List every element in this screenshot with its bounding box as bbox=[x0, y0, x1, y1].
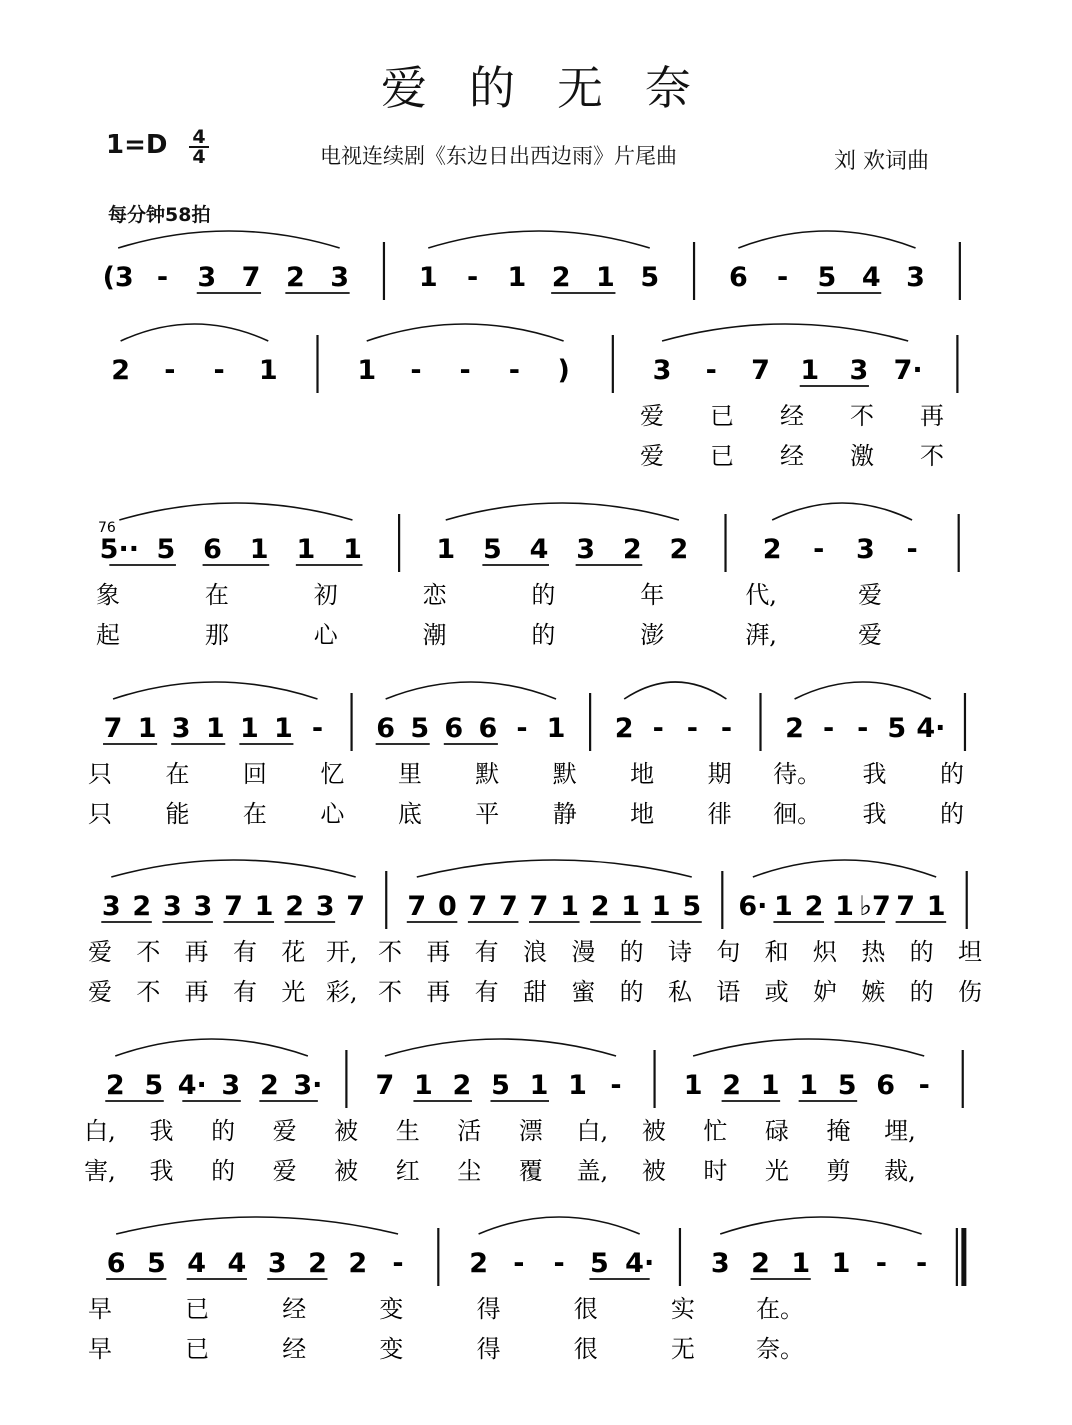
note: 1 bbox=[760, 1070, 780, 1101]
note: 1 bbox=[249, 534, 269, 565]
lyric-syllable: 害, bbox=[84, 1157, 116, 1185]
note: 5 bbox=[837, 1070, 857, 1101]
slur bbox=[662, 324, 908, 341]
lyric-syllable: 很 bbox=[573, 1295, 598, 1323]
lyric-syllable: 徘 bbox=[707, 800, 732, 828]
lyric-syllable: 不 bbox=[920, 442, 944, 470]
note: 2 bbox=[469, 1248, 488, 1279]
lyric-syllable: 的 bbox=[909, 978, 934, 1006]
lyric-syllable: 漫 bbox=[571, 938, 596, 966]
lyric-syllable: 激 bbox=[850, 442, 874, 470]
dash-extension: - bbox=[906, 534, 918, 565]
note: 1 bbox=[414, 1070, 433, 1101]
note: 6 bbox=[876, 1070, 896, 1101]
note: 1 bbox=[926, 891, 946, 922]
note: 7 bbox=[224, 891, 243, 922]
note: 6 bbox=[106, 1248, 126, 1279]
note: 3 bbox=[101, 891, 121, 922]
dash-extension: - bbox=[813, 534, 825, 565]
lyric-syllable: 尘 bbox=[457, 1157, 482, 1185]
note: 4 bbox=[187, 1248, 207, 1279]
lyric-syllable: 潮 bbox=[422, 621, 447, 649]
lyric-syllable: 碌 bbox=[764, 1117, 789, 1145]
song-title: 爱的无奈 bbox=[381, 61, 733, 115]
note: 1 bbox=[418, 262, 438, 293]
slur bbox=[795, 682, 931, 699]
note: 3 bbox=[315, 891, 335, 922]
lyric-syllable: 有 bbox=[474, 938, 499, 966]
note: 1 bbox=[274, 713, 293, 744]
note: 5 bbox=[491, 1070, 510, 1101]
slur bbox=[479, 1217, 640, 1234]
lyric-syllable: 已 bbox=[185, 1335, 210, 1363]
lyric-syllable: 爱 bbox=[640, 442, 664, 470]
lyric-syllable: 默 bbox=[475, 760, 500, 788]
note: 2 bbox=[132, 891, 152, 922]
note: 7 bbox=[499, 891, 518, 922]
lyric-syllable: 默 bbox=[552, 760, 577, 788]
lyric-syllable: 变 bbox=[379, 1295, 404, 1323]
slur bbox=[417, 860, 692, 877]
lyric-syllable: 我 bbox=[149, 1117, 174, 1145]
lyric-syllable: 有 bbox=[474, 978, 499, 1006]
note: 1 bbox=[239, 713, 259, 744]
note: 1 bbox=[137, 713, 157, 744]
lyric-syllable: 回 bbox=[242, 760, 267, 788]
lyric-syllable: 心 bbox=[320, 800, 345, 828]
note: 6 bbox=[203, 534, 222, 565]
lyric-syllable: 有 bbox=[233, 938, 257, 966]
note: 1 bbox=[258, 355, 278, 386]
composer-credit: 刘 欢词曲 bbox=[834, 149, 929, 174]
lyric-syllable: 的 bbox=[940, 800, 964, 828]
lyric-syllable: 热 bbox=[861, 938, 886, 966]
lyric-syllable: 花 bbox=[281, 938, 306, 966]
lyric-syllable: 的 bbox=[619, 938, 644, 966]
lyric-syllable: 被 bbox=[334, 1157, 359, 1185]
lyric-syllable: 恋 bbox=[422, 581, 447, 609]
slur bbox=[738, 231, 915, 248]
note: 1 bbox=[357, 355, 377, 386]
lyric-syllable: 的 bbox=[531, 581, 556, 609]
lyric-syllable: 坦 bbox=[958, 938, 982, 966]
note: 3 bbox=[576, 534, 596, 565]
note: 1 bbox=[651, 891, 671, 922]
slur bbox=[428, 231, 650, 248]
note: 2 bbox=[751, 1248, 770, 1279]
lyric-syllable: 剪 bbox=[826, 1157, 851, 1185]
lyric-syllable: 不 bbox=[136, 938, 161, 966]
note: 3 bbox=[162, 891, 182, 922]
note: 1 bbox=[296, 534, 316, 565]
dash-extension: - bbox=[652, 713, 664, 744]
note: 3 bbox=[710, 1248, 730, 1279]
lyric-syllable: 底 bbox=[397, 800, 422, 828]
note: 3 bbox=[267, 1248, 287, 1279]
lyric-syllable: 句 bbox=[716, 938, 741, 966]
note: 1 bbox=[800, 355, 820, 386]
dash-extension: - bbox=[777, 262, 789, 293]
lyric-syllable: 的 bbox=[211, 1117, 236, 1145]
note: 2 bbox=[111, 355, 131, 386]
slur bbox=[111, 860, 355, 877]
lyric-syllable: 期 bbox=[707, 760, 732, 788]
song-subtitle: 电视连续剧《东边日出西边雨》片尾曲 bbox=[320, 144, 677, 168]
note: 5 bbox=[156, 534, 176, 565]
note: 1 bbox=[507, 262, 527, 293]
lyric-syllable: 的 bbox=[909, 938, 934, 966]
lyric-syllable: 蜜 bbox=[571, 978, 596, 1006]
note: (3 bbox=[102, 262, 134, 293]
lyric-syllable: 徊。 bbox=[773, 800, 822, 828]
note: 6· bbox=[738, 891, 768, 922]
lyric-syllable: 早 bbox=[88, 1335, 112, 1363]
lyric-syllable: 年 bbox=[640, 581, 665, 609]
note: 6 bbox=[478, 713, 498, 744]
lyric-syllable: 静 bbox=[552, 800, 577, 828]
note: 5 bbox=[817, 262, 837, 293]
slur bbox=[119, 503, 352, 520]
dash-extension: - bbox=[915, 1248, 928, 1279]
note: 1 bbox=[831, 1248, 851, 1279]
dash-extension: - bbox=[466, 262, 479, 293]
dash-extension: - bbox=[392, 1248, 404, 1279]
note: 1 bbox=[568, 1070, 587, 1101]
dash-extension: - bbox=[311, 713, 324, 744]
lyric-syllable: 已 bbox=[710, 402, 734, 430]
lyric-syllable: 奈。 bbox=[756, 1335, 804, 1363]
lyric-syllable: 被 bbox=[641, 1117, 666, 1145]
dash-extension: - bbox=[918, 1070, 930, 1101]
note: 1 bbox=[529, 1070, 549, 1101]
dash-extension: - bbox=[610, 1070, 622, 1101]
time-signature-bottom: 4 bbox=[192, 146, 206, 168]
lyric-syllable: 忙 bbox=[703, 1117, 728, 1145]
lyric-syllable: 再 bbox=[184, 938, 209, 966]
dash-extension: - bbox=[686, 713, 698, 744]
lyric-syllable: 私 bbox=[668, 978, 692, 1006]
dash-extension: - bbox=[516, 713, 528, 744]
note: 3 bbox=[849, 355, 869, 386]
note: 3 bbox=[171, 713, 191, 744]
lyric-syllable: 已 bbox=[710, 442, 734, 470]
lyric-syllable: 白, bbox=[84, 1117, 116, 1145]
note: 5 bbox=[590, 1248, 609, 1279]
lyric-syllable: 爱 bbox=[88, 978, 112, 1006]
note: 1 bbox=[799, 1070, 819, 1101]
lyric-syllable: 待。 bbox=[773, 760, 822, 788]
note: 7 bbox=[346, 891, 366, 922]
lyric-syllable: 掩 bbox=[826, 1117, 851, 1145]
lyric-syllable: 活 bbox=[457, 1117, 482, 1145]
slur bbox=[118, 231, 340, 248]
lyric-syllable: 爱 bbox=[858, 581, 882, 609]
note: 2 bbox=[669, 534, 689, 565]
lyric-syllable: 裁, bbox=[884, 1157, 916, 1185]
lyric-syllable: 不 bbox=[378, 938, 402, 966]
tempo-marking: 每分钟58拍 bbox=[108, 204, 211, 226]
note: 7 bbox=[896, 891, 916, 922]
lyric-syllable: 光 bbox=[764, 1157, 789, 1185]
lyric-syllable: 经 bbox=[780, 442, 804, 470]
note: 7 bbox=[468, 891, 488, 922]
note: 2 bbox=[614, 713, 634, 744]
slur bbox=[720, 1217, 921, 1234]
slur bbox=[121, 324, 269, 341]
note: 6 bbox=[376, 713, 396, 744]
slur bbox=[113, 682, 317, 699]
lyric-syllable: 无 bbox=[670, 1335, 695, 1363]
lyric-syllable: 变 bbox=[379, 1335, 404, 1363]
lyric-syllable: 红 bbox=[395, 1157, 420, 1185]
lyric-syllable: 在。 bbox=[756, 1295, 804, 1323]
lyric-syllable: 埋, bbox=[884, 1117, 916, 1145]
note: 2 bbox=[785, 713, 804, 744]
slur bbox=[386, 682, 556, 699]
lyric-syllable: 实 bbox=[670, 1295, 695, 1323]
note: ) bbox=[557, 355, 570, 386]
lyric-syllable: 很 bbox=[573, 1335, 598, 1363]
note: 2 bbox=[285, 262, 305, 293]
note: 1 bbox=[683, 1070, 703, 1101]
note: 0 bbox=[437, 891, 457, 922]
note: 2 bbox=[622, 534, 642, 565]
note: 1 bbox=[791, 1248, 811, 1279]
note: 1 bbox=[835, 891, 854, 922]
lyric-syllable: 我 bbox=[149, 1157, 174, 1185]
slur bbox=[693, 1039, 924, 1056]
lyric-syllable: 被 bbox=[641, 1157, 666, 1185]
dash-extension: - bbox=[156, 262, 169, 293]
slur bbox=[624, 682, 726, 699]
lyric-syllable: 心 bbox=[313, 621, 338, 649]
lyric-syllable: 象 bbox=[96, 581, 120, 609]
time-signature-top: 4 bbox=[192, 126, 206, 148]
lyric-syllable: 生 bbox=[395, 1117, 420, 1145]
note: 1 bbox=[436, 534, 456, 565]
lyric-syllable: 有 bbox=[233, 978, 257, 1006]
note: 4· bbox=[625, 1248, 655, 1279]
lyric-syllable: 代, bbox=[745, 581, 777, 609]
key-signature: 1=D bbox=[106, 130, 168, 160]
lyric-syllable: 彩, bbox=[325, 978, 358, 1006]
note: 4· bbox=[916, 713, 946, 744]
lyric-syllable: 能 bbox=[165, 800, 190, 828]
lyric-syllable: 语 bbox=[716, 978, 741, 1006]
dash-extension: - bbox=[823, 713, 835, 744]
slur bbox=[385, 1039, 616, 1056]
lyric-syllable: 漂 bbox=[518, 1117, 543, 1145]
lyric-syllable: 经 bbox=[282, 1295, 307, 1323]
dash-extension: - bbox=[513, 1248, 525, 1279]
note: 3 bbox=[856, 534, 875, 565]
lyric-syllable: 再 bbox=[184, 978, 209, 1006]
note: 2 bbox=[551, 262, 571, 293]
dash-extension: - bbox=[705, 355, 717, 386]
note: 5·· bbox=[99, 534, 139, 565]
note: 7· bbox=[893, 355, 923, 386]
lyric-syllable: 再 bbox=[426, 978, 451, 1006]
note: ♭7 bbox=[859, 891, 891, 922]
lyric-syllable: 湃, bbox=[745, 621, 777, 649]
lyric-syllable: 地 bbox=[630, 800, 655, 828]
note: 4 bbox=[861, 262, 881, 293]
lyric-syllable: 已 bbox=[185, 1295, 210, 1323]
dash-extension: - bbox=[164, 355, 176, 386]
lyric-syllable: 爱 bbox=[858, 621, 882, 649]
lyric-syllable: 那 bbox=[204, 621, 229, 649]
lyric-syllable: 或 bbox=[764, 978, 789, 1006]
lyric-syllable: 初 bbox=[313, 581, 338, 609]
lyric-syllable: 我 bbox=[862, 760, 887, 788]
lyric-syllable: 我 bbox=[862, 800, 887, 828]
lyric-syllable: 经 bbox=[780, 402, 804, 430]
note: 1 bbox=[621, 891, 641, 922]
note: 5 bbox=[144, 1070, 164, 1101]
dash-extension: - bbox=[410, 355, 422, 386]
note: 5 bbox=[482, 534, 502, 565]
note: 3 bbox=[906, 262, 925, 293]
lyric-syllable: 起 bbox=[96, 621, 120, 649]
note: 3 bbox=[197, 262, 217, 293]
lyric-syllable: 的 bbox=[619, 978, 644, 1006]
lyric-syllable: 光 bbox=[281, 978, 306, 1006]
slur bbox=[116, 1217, 398, 1234]
lyric-syllable: 的 bbox=[940, 760, 964, 788]
dash-extension: - bbox=[720, 713, 733, 744]
lyric-syllable: 妒 bbox=[813, 978, 837, 1006]
lyric-syllable: 只 bbox=[88, 760, 112, 788]
note: 5 bbox=[887, 713, 907, 744]
note: 4 bbox=[227, 1248, 247, 1279]
note: 2 bbox=[105, 1070, 125, 1101]
lyric-syllable: 开, bbox=[325, 938, 358, 966]
note: 2 bbox=[308, 1248, 327, 1279]
dash-extension: - bbox=[875, 1248, 887, 1279]
lyric-syllable: 不 bbox=[136, 978, 161, 1006]
note: 2 bbox=[722, 1070, 742, 1101]
dash-extension: - bbox=[508, 355, 520, 386]
note: 2 bbox=[348, 1248, 368, 1279]
note: 7 bbox=[751, 355, 770, 386]
lyric-syllable: 盖, bbox=[576, 1157, 609, 1185]
dash-extension: - bbox=[459, 355, 471, 386]
lyric-syllable: 嫉 bbox=[861, 978, 886, 1006]
lyric-syllable: 平 bbox=[475, 800, 500, 828]
slur bbox=[115, 1039, 308, 1056]
slur bbox=[753, 860, 936, 877]
note: 2 bbox=[452, 1070, 472, 1101]
note: 1 bbox=[546, 713, 566, 744]
note: 1 bbox=[774, 891, 793, 922]
lyric-syllable: 澎 bbox=[640, 621, 665, 649]
lyric-syllable: 得 bbox=[476, 1335, 501, 1363]
lyric-syllable: 地 bbox=[630, 760, 655, 788]
lyric-syllable: 在 bbox=[165, 760, 190, 788]
dash-extension: - bbox=[213, 355, 225, 386]
lyric-syllable: 早 bbox=[88, 1295, 112, 1323]
lyric-syllable: 爱 bbox=[272, 1117, 297, 1145]
lyric-syllable: 爱 bbox=[88, 938, 112, 966]
note: 4 bbox=[529, 534, 549, 565]
lyric-syllable: 在 bbox=[204, 581, 229, 609]
note: 4· bbox=[177, 1070, 207, 1101]
note: 7 bbox=[241, 262, 261, 293]
note: 1 bbox=[560, 891, 579, 922]
lyric-syllable: 爱 bbox=[272, 1157, 297, 1185]
note: 7 bbox=[529, 891, 549, 922]
slur bbox=[446, 503, 679, 520]
lyric-syllable: 诗 bbox=[668, 938, 692, 966]
note: 2 bbox=[590, 891, 610, 922]
note: 7 bbox=[375, 1070, 395, 1101]
lyric-syllable: 伤 bbox=[958, 978, 982, 1006]
note: 1 bbox=[596, 262, 615, 293]
note: 2 bbox=[804, 891, 824, 922]
lyric-syllable: 里 bbox=[397, 760, 422, 788]
lyric-syllable: 经 bbox=[282, 1335, 307, 1363]
note: 5 bbox=[410, 713, 430, 744]
lyric-syllable: 爱 bbox=[640, 402, 664, 430]
note: 1 bbox=[343, 534, 362, 565]
lyric-syllable: 的 bbox=[211, 1157, 236, 1185]
lyric-syllable: 再 bbox=[426, 938, 451, 966]
note: 1 bbox=[205, 713, 225, 744]
note: 3 bbox=[193, 891, 213, 922]
lyric-syllable: 炽 bbox=[813, 938, 837, 966]
note: 5 bbox=[682, 891, 702, 922]
lyric-syllable: 的 bbox=[531, 621, 556, 649]
note: 2 bbox=[259, 1070, 279, 1101]
note: 5 bbox=[640, 262, 660, 293]
lyric-syllable: 白, bbox=[576, 1117, 609, 1145]
lyric-syllable: 忆 bbox=[320, 760, 345, 788]
lyric-syllable: 不 bbox=[850, 402, 874, 430]
lyric-syllable: 再 bbox=[920, 402, 944, 430]
note: 3 bbox=[221, 1070, 241, 1101]
slur bbox=[772, 503, 912, 520]
note: 2 bbox=[762, 534, 782, 565]
note: 2 bbox=[285, 891, 304, 922]
note: 7 bbox=[103, 713, 123, 744]
grace-notes: 76 bbox=[98, 520, 116, 536]
dash-extension: - bbox=[553, 1248, 565, 1279]
note: 3 bbox=[652, 355, 672, 386]
lyric-syllable: 在 bbox=[242, 800, 267, 828]
lyric-syllable: 得 bbox=[476, 1295, 501, 1323]
note: 3· bbox=[293, 1070, 323, 1101]
lyric-syllable: 不 bbox=[378, 978, 402, 1006]
lyric-syllable: 时 bbox=[703, 1157, 728, 1185]
note: 7 bbox=[407, 891, 427, 922]
dash-extension: - bbox=[857, 713, 869, 744]
lyric-syllable: 浪 bbox=[523, 938, 547, 966]
lyric-syllable: 被 bbox=[334, 1117, 359, 1145]
lyric-syllable: 只 bbox=[88, 800, 112, 828]
note: 1 bbox=[254, 891, 274, 922]
slur bbox=[367, 324, 564, 341]
note: 3 bbox=[330, 262, 350, 293]
note: 6 bbox=[728, 262, 748, 293]
note: 5 bbox=[147, 1248, 166, 1279]
lyric-syllable: 和 bbox=[764, 938, 789, 966]
lyric-syllable: 甜 bbox=[523, 978, 547, 1006]
lyric-syllable: 覆 bbox=[518, 1157, 543, 1185]
note: 6 bbox=[444, 713, 464, 744]
